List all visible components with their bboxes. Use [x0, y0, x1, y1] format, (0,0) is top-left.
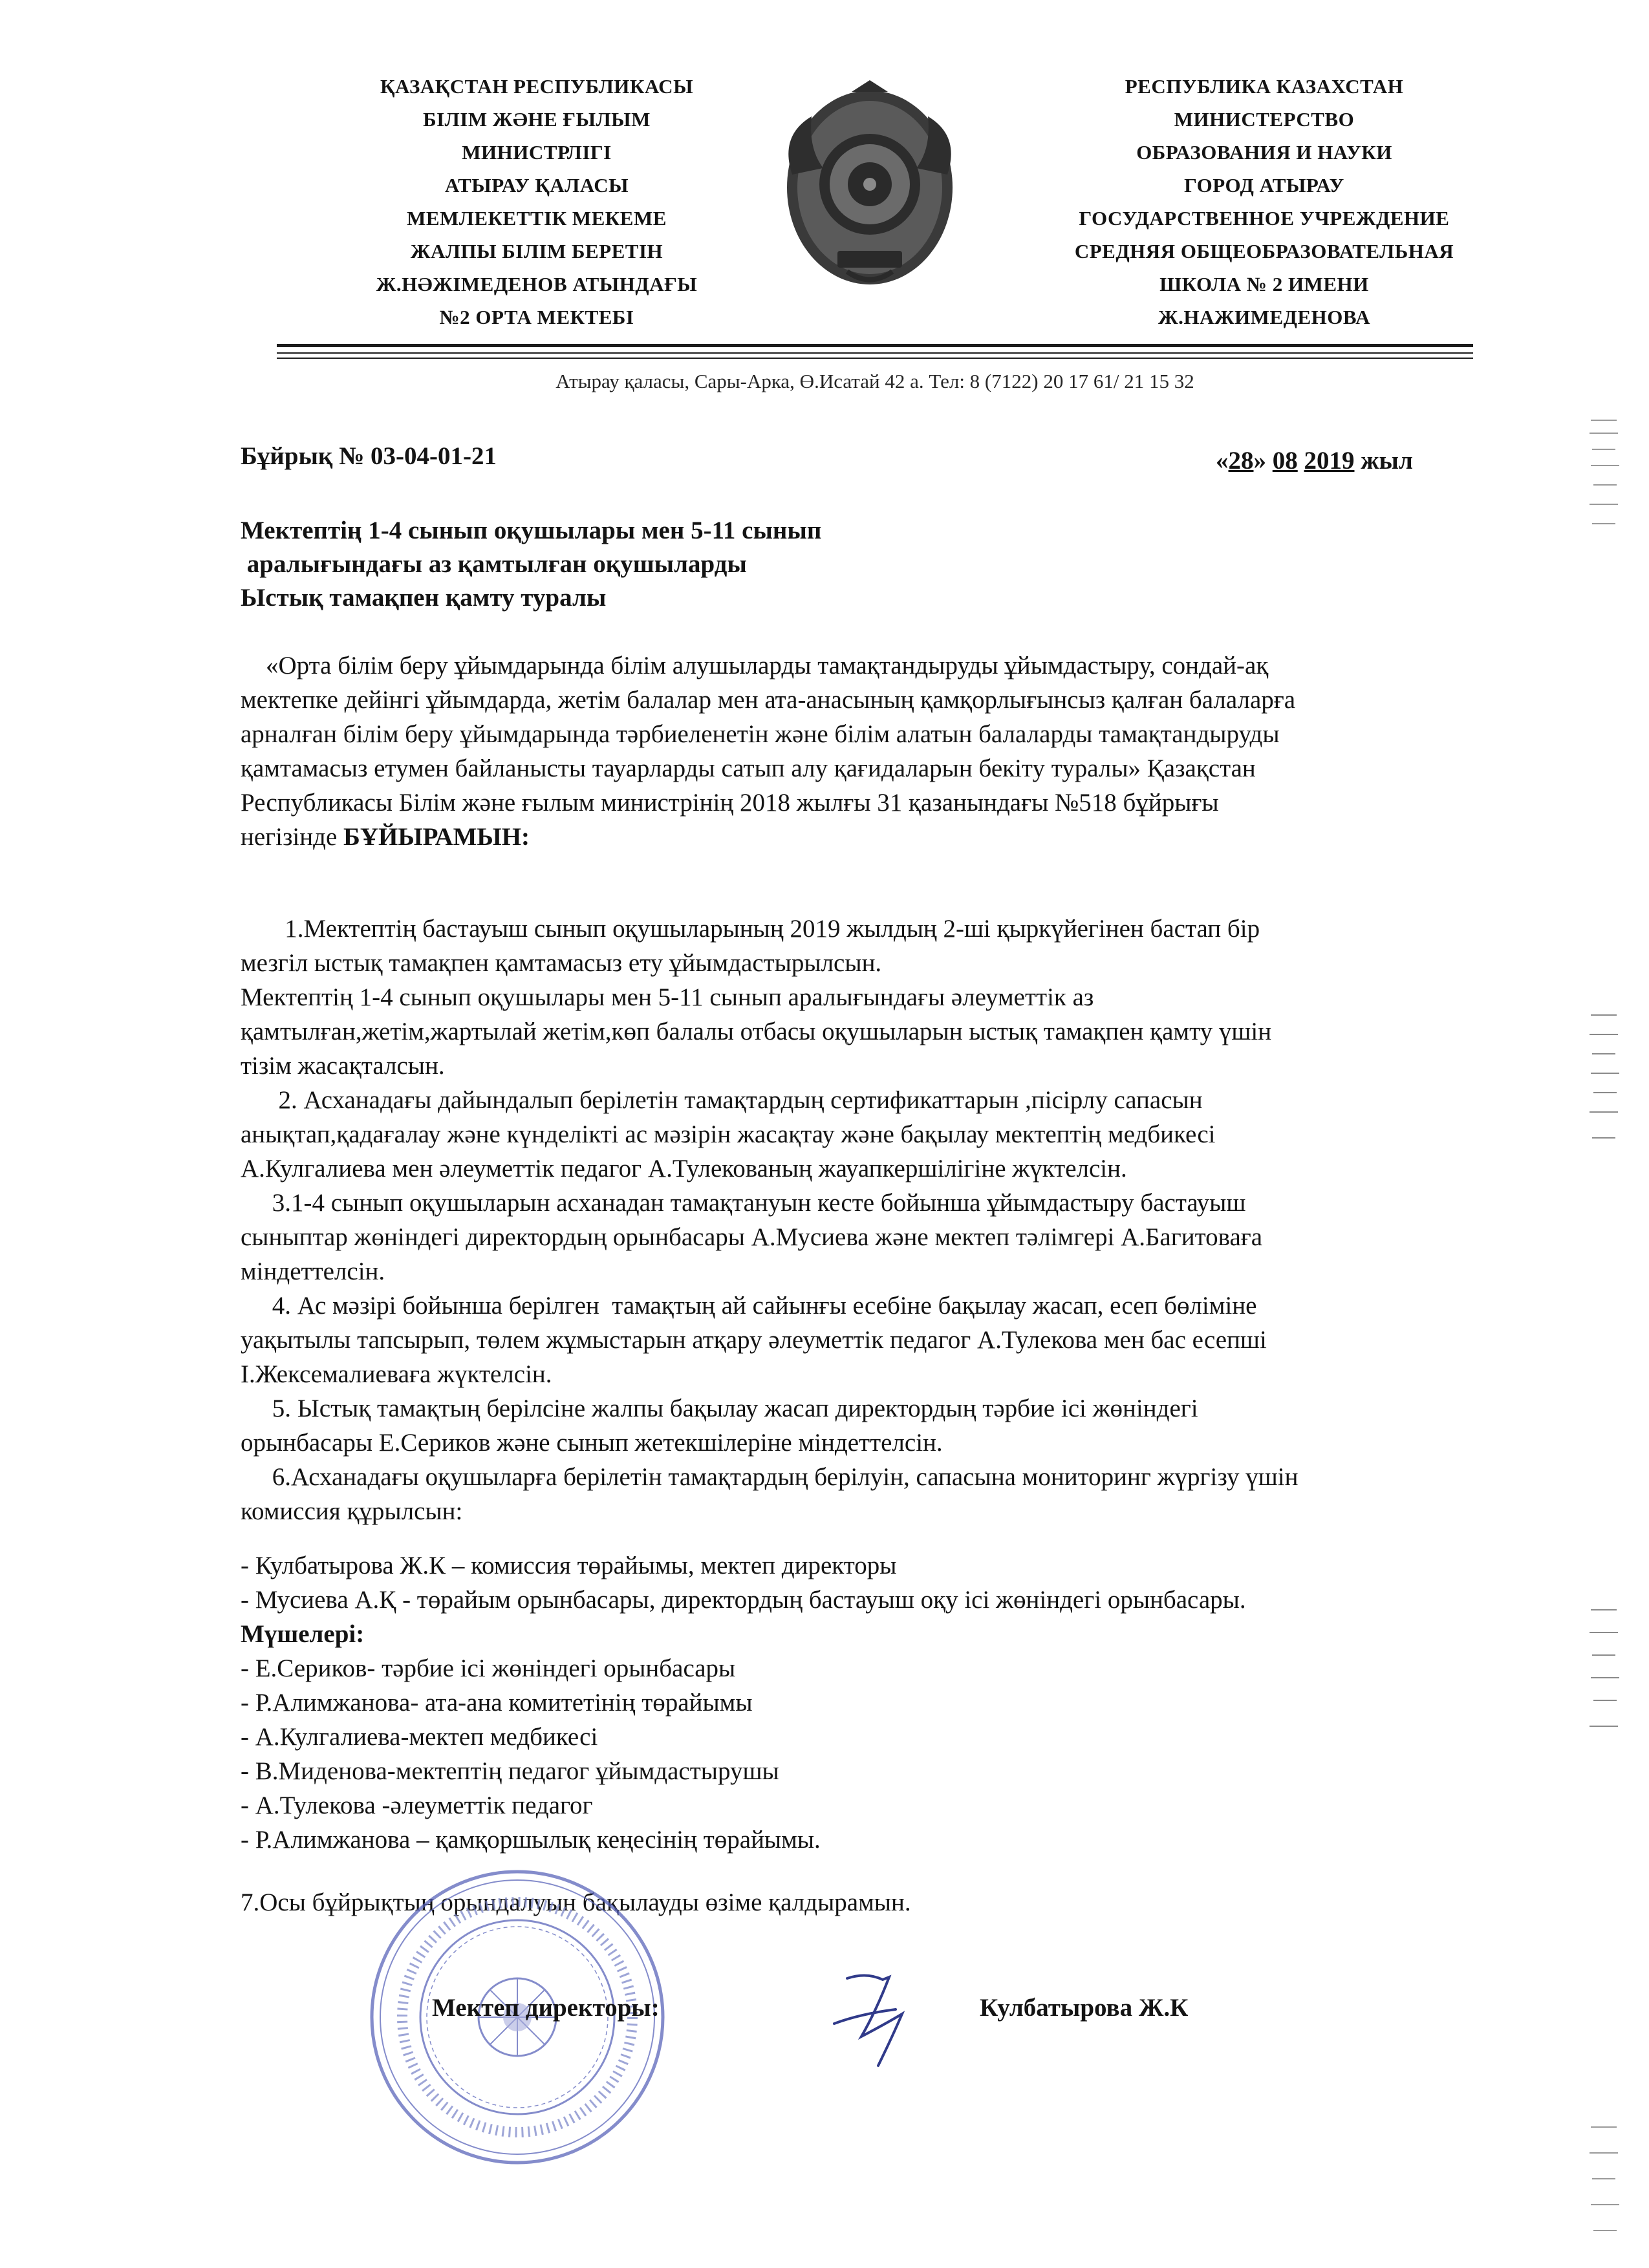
header-russian: [1009, 70, 1520, 334]
item-line: 4. Ас мәзірі бойынша берілген тамақтың ай сайынғы есебіне бақылау жасап, есеп бөліміне: [241, 1292, 1257, 1320]
header-russian-line: Ж.НАЖИМЕДЕНОВА: [1158, 306, 1370, 328]
intro-prefix: негізінде: [241, 823, 344, 851]
header-rule-thick: [277, 344, 1473, 347]
member-line: - А.Кулгалиева-мектеп медбикесі: [241, 1723, 598, 1751]
signatory-name: Кулбатырова Ж.К: [980, 1994, 1189, 2022]
header-kazakh-line: ҚАЗАҚСТАН РЕСПУБЛИКАСЫ: [380, 75, 694, 98]
item-line: 6.Асханадағы оқушыларға берілетін тамақтардың берілуін, сапасына мониторинг жүргізу үшін: [241, 1463, 1299, 1491]
member-line: - Е.Сериков- тәрбие ісі жөніндегі орынбасары: [241, 1654, 736, 1682]
header-russian-line: ГОРОД АТЫРАУ: [1184, 174, 1344, 197]
item-line: Мектептің 1-4 сынып оқушылары мен 5-11 сынып аралығындағы әлеуметтік аз: [241, 983, 1094, 1011]
intro-line: арналған білім беру ұйымдарында тәрбиеленетін және білім алатын балаларды тамақтандыруды: [241, 720, 1280, 748]
item-line: 5. Ыстық тамақтың берілсіне жалпы бақылау жасап директордың тәрбие ісі жөніндегі: [241, 1395, 1198, 1422]
header-kazakh-line: АТЫРАУ ҚАЛАСЫ: [444, 174, 629, 197]
closing-item: 7.Осы бұйрықтың орындалуын бақылауды өзіме қалдырамын.: [241, 1888, 911, 1916]
date-month: 08: [1272, 447, 1298, 475]
header-kazakh-line: МЕМЛЕКЕТТІК МЕКЕМЕ: [407, 207, 667, 230]
date-close-quote: »: [1253, 447, 1273, 475]
intro-line-last: [241, 820, 1498, 854]
header-kazakh-line: МИНИСТРЛІГІ: [462, 141, 612, 164]
item-line: 3.1-4 сынып оқушыларын асханадан тамақтануын кесте бойынша ұйымдастыру бастауыш: [241, 1189, 1246, 1217]
item-line: қамтылған,жетім,жартылай жетім,көп балалы отбасы оқушыларын ыстық тамақпен қамту үшін: [241, 1018, 1272, 1045]
state-emblem-icon: [773, 78, 967, 294]
date-open-quote: «: [1216, 447, 1229, 475]
signature-role: Мектеп директоры:: [432, 1994, 660, 2022]
intro-paragraph: [241, 648, 1498, 854]
handwritten-signature-icon: [821, 1952, 931, 2075]
scan-artifact: [1578, 2121, 1623, 2243]
scan-artifact: [1578, 1009, 1623, 1164]
member-line: - Р.Алимжанова – қамқоршылық кеңесінің төрайымы.: [241, 1826, 821, 1854]
intro-line: «Орта білім беру ұйымдарында білім алушыларды тамақтандыруды ұйымдастыру, сондай-ақ: [241, 652, 1269, 679]
header-russian-line: МИНИСТЕРСТВО: [1174, 108, 1355, 131]
intro-line: қамтамасыз етумен байланысты тауарларды сатып алу қағидаларын бекіту туралы» Қазақстан: [241, 754, 1256, 782]
header-kazakh-line: №2 ОРТА МЕКТЕБІ: [439, 306, 634, 328]
header-russian-line: ШКОЛА № 2 ИМЕНИ: [1159, 273, 1369, 295]
header-kazakh-line: БІЛІМ ЖӘНЕ ҒЫЛЫМ: [423, 108, 651, 131]
item-line: А.Кулгалиева мен әлеуметтік педагог А.Тулекованың жауапкершілігіне жүктелсін.: [241, 1155, 1127, 1182]
item-line: І.Жексемалиеваға жүктелсін.: [241, 1360, 552, 1388]
item-line: анықтап,қадағалау және күнделікті ас мәзірін жасақтау және бақылау мектептің медбикесі: [241, 1120, 1216, 1148]
date-gap: [1298, 447, 1304, 475]
header-rule-thin: [277, 352, 1473, 354]
intro-line: Республикасы Білім және ғылым министрінің 2018 жылғы 31 қазанындағы №518 бұйрығы: [241, 789, 1219, 817]
item-line: тізім жасақталсын.: [241, 1052, 445, 1080]
item-line: мезгіл ыстық тамақпен қамтамасыз ету ұйымдастырылсын.: [241, 949, 882, 977]
member-line: - Р.Алимжанова- ата-ана комитетінің төрайымы: [241, 1689, 753, 1717]
item-line: орынбасары Е.Сериков және сынып жетекшілеріне міндеттелсін.: [241, 1429, 943, 1457]
header-rule-thin: [277, 358, 1473, 359]
item-line: уақытылы тапсырып, төлем жұмыстарын атқару әлеуметтік педагог А.Тулекова мен бас есепші: [241, 1326, 1267, 1354]
intro-line: мектепке дейінгі ұйымдарда, жетім балалар мен ата-анасының қамқорлығынсыз қалған балаларға: [241, 686, 1296, 714]
order-number: Бұйрық № 03-04-01-21: [241, 442, 497, 470]
title-line: Мектептің 1-4 сынып оқушылары мен 5-11 сынып: [241, 517, 822, 544]
item-line: 2. Асханадағы дайындалып берілетін тамақтардың сертификаттарын ,пісірлу сапасын: [241, 1086, 1203, 1114]
header-russian-line: ОБРАЗОВАНИЯ И НАУКИ: [1136, 141, 1392, 164]
header-russian-line: ГОСУДАРСТВЕННОЕ УЧРЕЖДЕНИЕ: [1079, 207, 1450, 230]
title-line: аралығындағы аз қамтылған оқушыларды: [241, 550, 747, 578]
order-date: [1216, 446, 1413, 475]
header-kazakh-line: ЖАЛПЫ БІЛІМ БЕРЕТІН: [410, 240, 663, 262]
members-label: Мүшелері:: [241, 1620, 365, 1648]
order-keyword: БҰЙЫРАМЫН:: [343, 823, 530, 851]
date-suffix: жыл: [1354, 447, 1413, 475]
header-russian-line: СРЕДНЯЯ ОБЩЕОБРАЗОВАТЕЛЬНАЯ: [1074, 240, 1454, 262]
item-line: сыныптар жөніндегі директордың орынбасары А.Мусиева және мектеп тәлімгері А.Багитоваға: [241, 1223, 1263, 1251]
title-line: Ыстық тамақпен қамту туралы: [241, 584, 607, 612]
item-line: міндеттелсін.: [241, 1257, 385, 1285]
order-title: [241, 514, 821, 615]
item-line: 1.Мектептің бастауыш сынып оқушыларының 2019 жылдың 2-ші қыркүйегінен бастап бір: [241, 915, 1260, 943]
committee-line: - Кулбатырова Ж.К – комиссия төрайымы, мектеп директоры: [241, 1552, 897, 1579]
header-kazakh-line: Ж.НӘЖІМЕДЕНОВ АТЫНДАҒЫ: [376, 273, 698, 295]
header-russian-line: РЕСПУБЛИКА КАЗАХСТАН: [1125, 75, 1404, 98]
committee-list: [241, 1548, 1498, 1857]
member-line: - В.Миденова-мектептің педагог ұйымдастырушы: [241, 1757, 779, 1785]
school-address: Атырау қаласы, Сары-Арка, Ө.Исатай 42 а. Тел: 8 (7122) 20 17 61/ 21 15 32: [555, 370, 1194, 392]
item-line: комиссия құрылсын:: [241, 1497, 463, 1525]
member-line: - А.Тулекова -әлеуметтік педагог: [241, 1792, 593, 1819]
scan-artifact: [1578, 1603, 1623, 1746]
scan-artifact: [1578, 414, 1623, 543]
date-year: 2019: [1304, 447, 1355, 475]
committee-line: - Мусиева А.Қ - төрайым орынбасары, директордың бастауыш оқу ісі жөніндегі орынбасары.: [241, 1586, 1246, 1614]
order-items: [241, 912, 1498, 1528]
date-day: 28: [1228, 447, 1254, 475]
header-kazakh: [285, 70, 789, 334]
